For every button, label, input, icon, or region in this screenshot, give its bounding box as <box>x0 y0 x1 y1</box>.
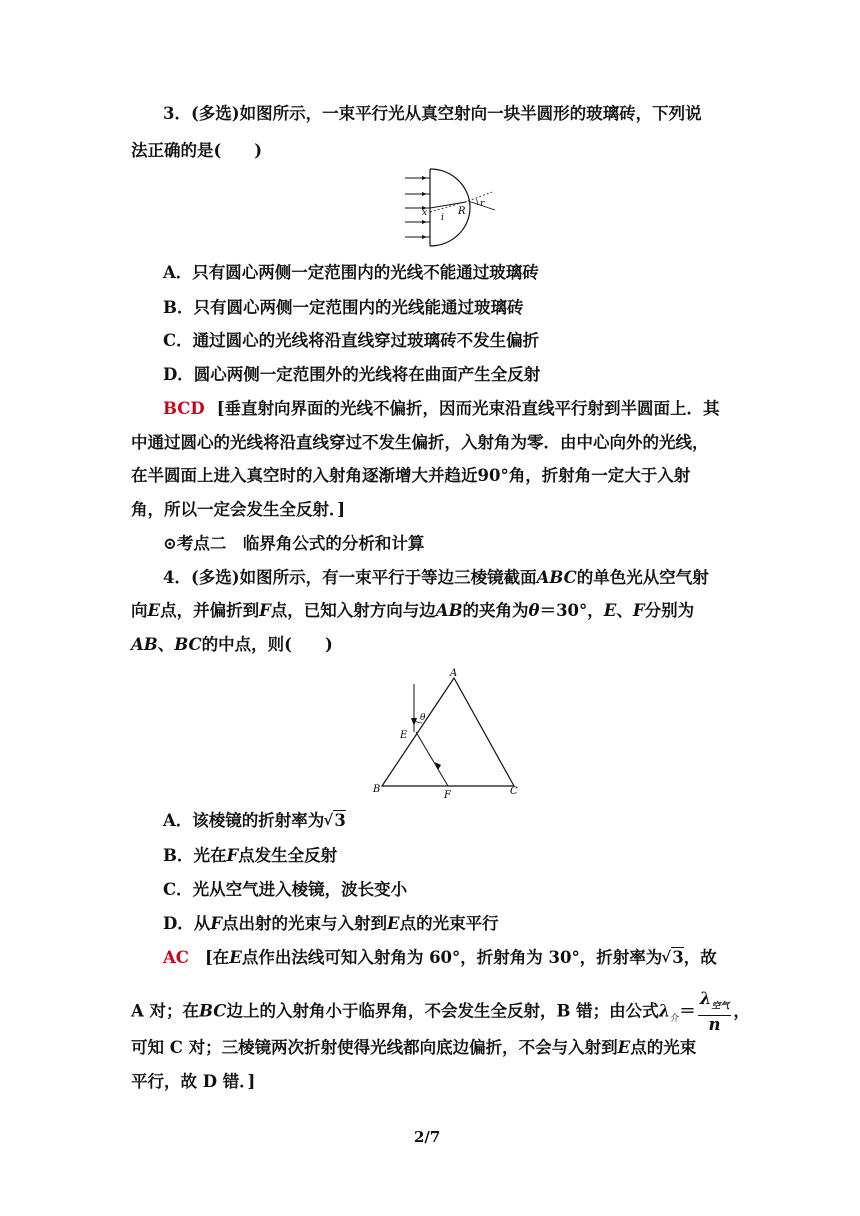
q4-option-c: C．光从空气进入棱镜，波长变小 <box>163 880 408 899</box>
q4-answer-line1: AC [在E点作出法线可知入射角为 60°，折射角为 30°，折射率为√ 3，故 <box>163 947 717 969</box>
q4-prism-figure <box>370 666 530 802</box>
q3-semicircle-figure <box>400 164 510 250</box>
q3-label-R: R <box>458 206 466 217</box>
q4-stem-line3: AB、BC的中点，则( ) <box>131 635 333 654</box>
q4-answer: AC <box>163 948 189 967</box>
q3-label-i: i <box>441 213 444 223</box>
q4-explanation-line2: A 对；在BC边上的入射角小于临界角，不会发生全反射，B 错；由公式$\lambda_介=$ $\frac{\lambda_{空气}}{n}$ ， <box>131 989 750 1035</box>
q4-label-A: A <box>450 668 458 679</box>
wavelength-fraction: $\frac{\lambda_{空气}}{n}$ <box>699 989 730 1035</box>
section-heading: ⊙考点二 临界角公式的分析和计算 <box>163 534 425 553</box>
q4-option-b: B．光在F点发生全反射 <box>163 846 338 865</box>
q3-explanation-line4: 角，所以一定会发生全反射．] <box>131 500 346 519</box>
q3-answer: BCD <box>163 399 205 418</box>
q3-option-c: C．通过圆心的光线将沿直线穿过玻璃砖不发生偏折 <box>163 331 540 350</box>
q4-label-theta: θ <box>420 713 426 723</box>
q4-label-C: C <box>510 786 518 797</box>
q4-explanation-line4: 平行，故 D 错．] <box>131 1072 256 1091</box>
q4-stem-line2: 向E点，并偏折到F点，已知入射方向与边AB的夹角为θ＝30°，E、F分别为 <box>131 601 695 620</box>
q3-option-b: B．只有圆心两侧一定范围内的光线能通过玻璃砖 <box>163 298 524 317</box>
q4-option-d: D．从F点出射的光束与入射到E点的光束平行 <box>163 914 499 933</box>
q3-stem-line1: 3．(多选)如图所示，一束平行光从真空射向一块半圆形的玻璃砖，下列说 <box>163 104 702 123</box>
q4-option-a: A．该棱镜的折射率为√ 3 <box>163 810 346 832</box>
q3-option-d: D．圆心两侧一定范围外的光线将在曲面产生全反射 <box>163 365 541 384</box>
q4-stem-line1: 4．(多选)如图所示，有一束平行于等边三棱镜截面ABC的单色光从空气射 <box>163 568 709 587</box>
q4-label-F: F <box>444 790 451 801</box>
q3-option-a: A．只有圆心两侧一定范围内的光线不能通过玻璃砖 <box>163 263 539 282</box>
q3-label-r: r <box>480 199 485 209</box>
q3-explanation-line2: 中通过圆心的光线将沿直线穿过不发生偏折，入射角为零．由中心向外的光线， <box>131 433 709 452</box>
page-number: 2/7 <box>414 1128 441 1146</box>
q4-label-B: B <box>373 784 381 795</box>
q3-stem-line2: 法正确的是( ) <box>131 141 263 160</box>
q3-label-x: x <box>422 208 428 218</box>
q3-explanation-line3: 在半圆面上进入真空时的入射角逐渐增大并趋近90°角，折射角一定大于入射 <box>131 466 691 485</box>
q4-label-E: E <box>400 730 408 741</box>
q3-answer-line1: BCD [垂直射向界面的光线不偏折，因而光束沿直线平行射到半圆面上．其 <box>163 399 720 418</box>
q4-explanation-line3: 可知 C 对；三棱镜两次折射使得光线都向底边偏折，不会与入射到E点的光束 <box>131 1038 697 1057</box>
